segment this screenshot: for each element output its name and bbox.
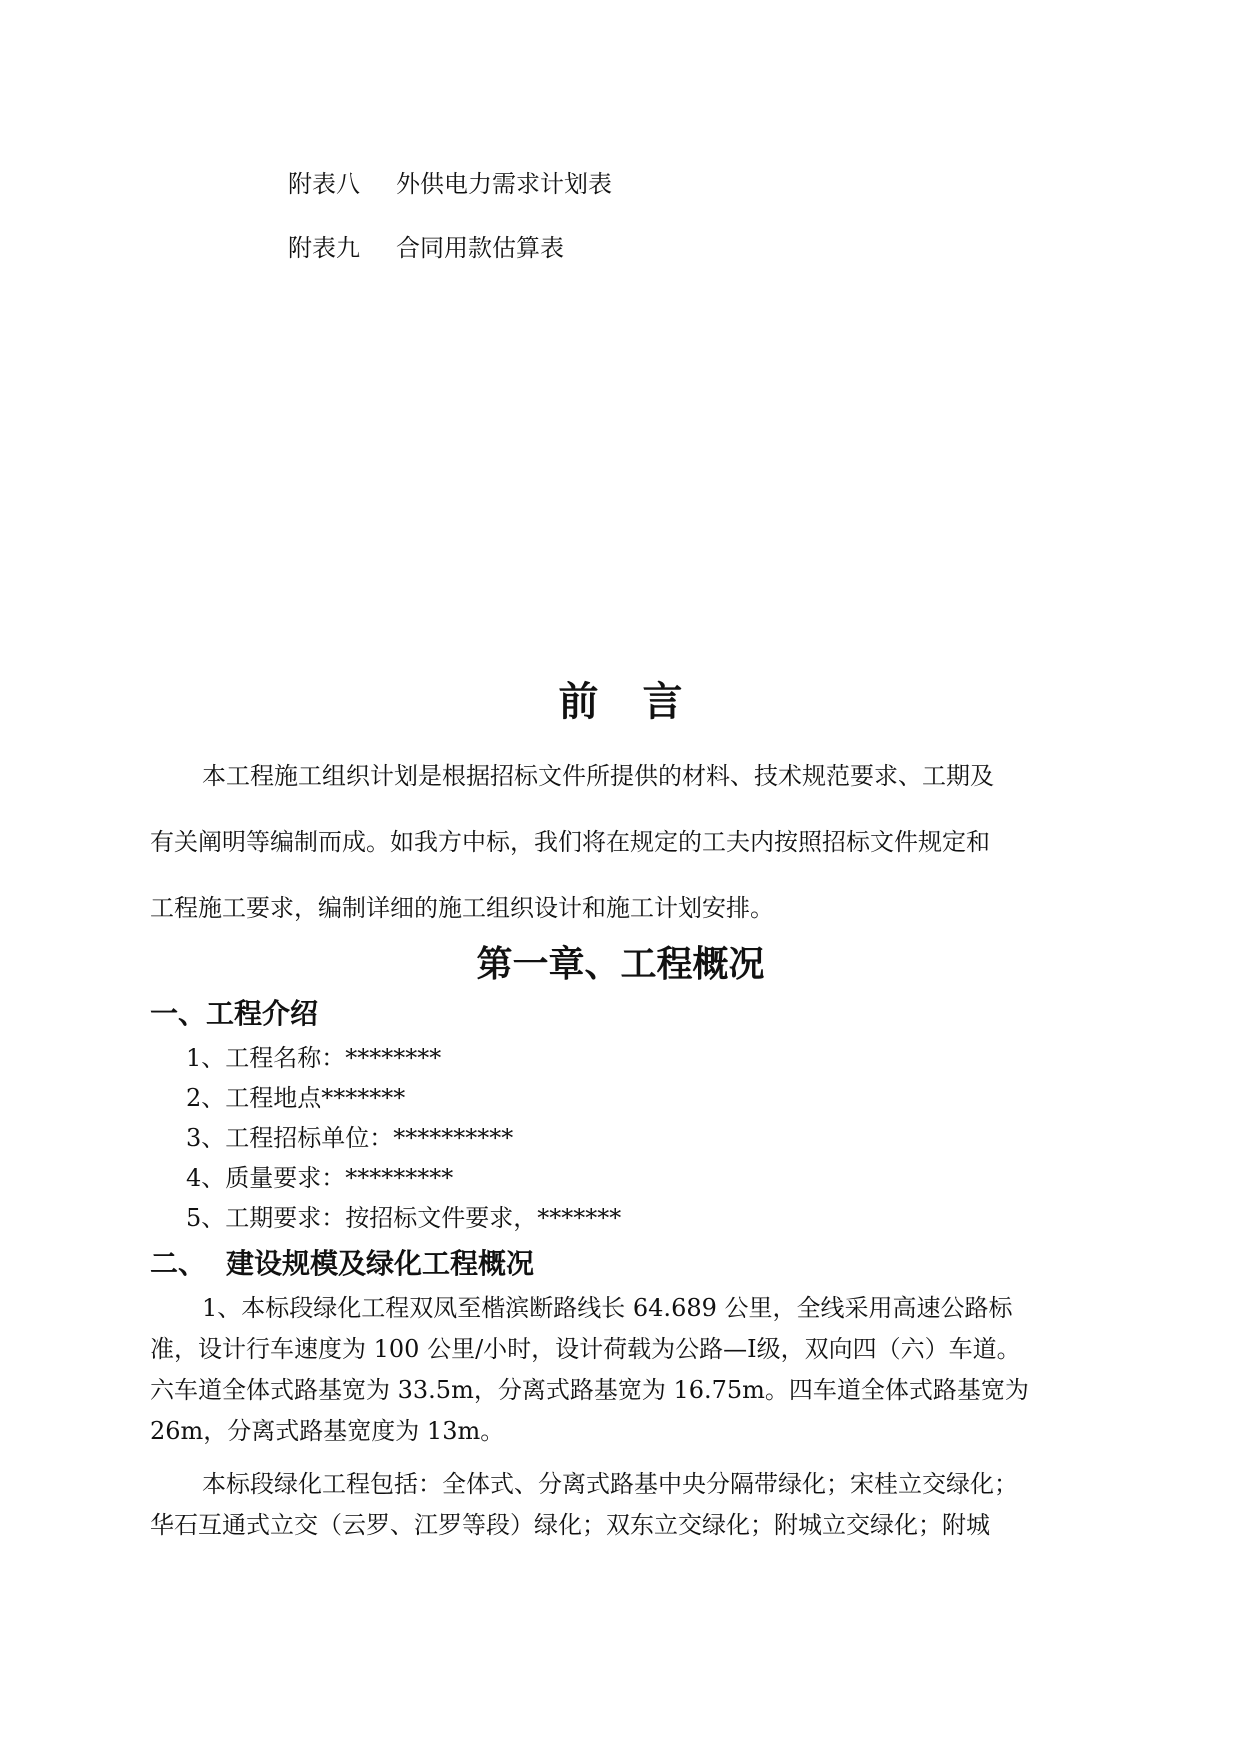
paragraph-line: 准，设计行车速度为 100 公里/小时，设计荷载为公路—Ⅰ级，双向四（六）车道。	[150, 1335, 1021, 1363]
chapter-title: 第一章、工程概况	[476, 944, 765, 985]
preface-title: 前言	[558, 679, 727, 725]
appendix-item	[288, 164, 612, 199]
paragraph-line: 六车道全体式路基宽为 33.5m，分离式路基宽为 16.75m。四车道全体式路基宽为	[150, 1376, 1029, 1404]
section-heading: 一、工程介绍	[150, 997, 319, 1030]
appendix-title: 外供电力需求计划表	[396, 170, 612, 198]
appendix-title: 合同用款估算表	[396, 234, 564, 262]
section-number: 二、	[150, 1247, 207, 1280]
section-heading-text: 建设规模及绿化工程概况	[226, 1247, 535, 1280]
paragraph-line: 华石互通式立交（云罗、江罗等段）绿化；双东立交绿化；附城立交绿化；附城	[150, 1511, 990, 1539]
appendix-item	[288, 228, 564, 263]
appendix-label: 附表八	[288, 170, 360, 198]
preface-line: 有关阐明等编制而成。如我方中标，我们将在规定的工夫内按照招标文件规定和	[150, 828, 990, 856]
paragraph-line: 本标段绿化工程包括：全体式、分离式路基中央分隔带绿化；宋桂立交绿化；	[202, 1470, 1018, 1498]
section-heading	[150, 1242, 534, 1282]
list-item: 4、质量要求：*********	[186, 1164, 454, 1192]
paragraph-line: 26m，分离式路基宽度为 13m。	[150, 1417, 505, 1445]
preface-line: 工程施工要求，编制详细的施工组织设计和施工计划安排。	[150, 894, 774, 922]
list-item: 1、工程名称：********	[186, 1044, 442, 1072]
list-item: 2、工程地点*******	[186, 1084, 406, 1112]
body-paragraph	[150, 1464, 1018, 1546]
preface-paragraph	[150, 743, 994, 941]
preface-line: 本工程施工组织计划是根据招标文件所提供的材料、技术规范要求、工期及	[202, 762, 994, 790]
list-item: 5、工期要求：按招标文件要求，*******	[186, 1204, 622, 1232]
list-item: 3、工程招标单位：**********	[186, 1124, 514, 1152]
appendix-label: 附表九	[288, 234, 360, 262]
paragraph-line: 1、本标段绿化工程双凤至楷滨断路线长 64.689 公里，全线采用高速公路标	[202, 1294, 1013, 1322]
body-paragraph	[150, 1288, 1029, 1452]
